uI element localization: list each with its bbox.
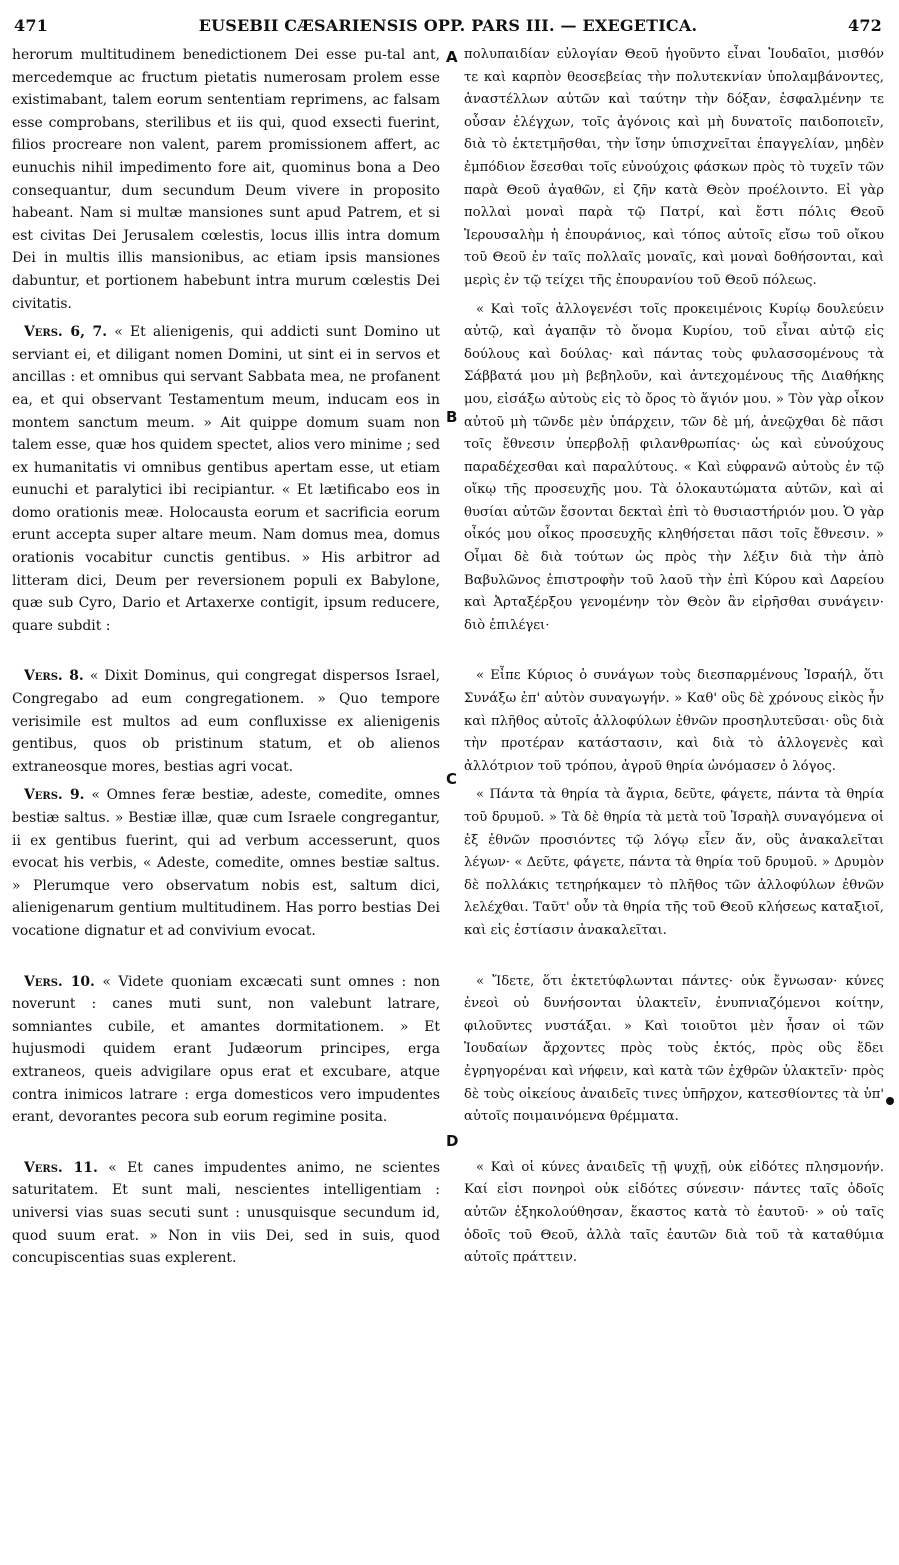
verse-text: « Et canes impudentes animo, ne scientes saturitatem. Et sunt mali, nescientes intelligentiam : universi vias suas secuti sunt : unusquisque secundum id, quod suum erat. » Non in viis Dei, sed in suis, quod concupiscentias suas explerent. [12,1159,440,1267]
latin-verse-9 [12,784,440,942]
page-number-right: 472 [848,16,882,35]
verse-text: « Et alienigenis, qui addicti sunt Domino ut serviant ei, et diligant nomen Domini, ut sint ei in servos et ancillas : et omnibus qui servant Sabbata mea, ne profanent ea, et qui observant Testamentum meum, inducam eos in montem sanctum meum. » Ait quippe domum suam non talem esse, quæ hos quidem spectet, alios vero minime ; sed ex humanitatis vi omnibus gentibus apertam esse, ut etiam eunuchi et paralytici ibi recipiantur. « Et lætificabo eos in domo orationis meæ. Holocausta eorum et sacrificia eorum erunt accepta super altare meum. Nam domus mea, domus orationis vocabitur cunctis gentibus. » His arbitror ad litteram dici, Deum per reversionem populi ex Babylone, quæ sub Cyro, Dario et Artaxerxe contigit, ipsum reducere, quare subdit : [12,324,440,634]
latin-column [12,44,440,1554]
latin-verse-8 [12,665,440,778]
verse-label: Vers. 11. [24,1159,98,1176]
greek-verse-6-7: « Καὶ τοῖς ἀλλογενέσι τοῖς προκειμένοις Κυρίῳ δουλεύειν αὐτῷ, καὶ ἀγαπᾷν τὸ ὄνομα Κυρίου, τοῦ εἶναι αὐτῷ εἰς δούλους καὶ δούλας· καὶ πάντας τοὺς φυλασσομένους τὰ Σάββατά μου μὴ βεβηλοῦν, καὶ ἀντεχομένους τῆς Διαθήκης μου, εἰσάξω αὐτοὺς εἰς τὸ ὄρος τὸ ἅγιόν μου. » Τὸν γὰρ οἶκον αὐτοῦ μὴ τῶνδε μὲν ὑπάρχειν, τῶν δὲ μή, ἀνεῷχθαι δὲ πᾶσι τοῖς ἔθνεσιν ὑπερβολῇ φιλανθρωπίας· ὡς καὶ εὐνούχους παραδέχεσθαι καὶ παραλύτους. « Καὶ εὐφρανῶ αὐτοὺς ἐν τῷ οἴκῳ τῆς προσευχῆς μου. Τὰ ὁλοκαυτώματα αὐτῶν, καὶ αἱ θυσίαι αὐτῶν ἔσονται δεκταὶ ἐπὶ τὸ θυσιαστήριόν μου. Ὁ γὰρ οἶκός μου οἶκος προσευχῆς κληθήσεται πᾶσι τοῖς ἔθνεσιν. » Οἶμαι δὲ διὰ τούτων ὡς πρὸς τὴν λέξιν διὰ τὴν ἀπὸ Βαβυλῶνος ἐπιστροφὴν τοῦ λαοῦ τὴν ἐπὶ Κύρου καὶ Δαρείου καὶ Ἀρταξέρξου γενομένην τὸν Θεὸν ἂν εἰρῆσθαι συνάγειν· διὸ ἐπιλέγει· [464,301,884,633]
greek-verse-11: « Καὶ οἱ κύνες ἀναιδεῖς τῇ ψυχῇ, οὐκ εἰδότες πλησμονήν. Καί εἰσι πονηροὶ οὐκ εἰδότες σύνεσιν· πάντες ταῖς ὁδοῖς αὐτῶν ἐξηκολούθησαν, ἕκαστος κατὰ τὸ ἑαυτοῦ· » οὐ ταῖς ὁδοῖς τοῦ Θεοῦ, ἀλλὰ ταῖς ἑαυτῶν διὰ τοῦ τὰ καταθύμια αὐτοῖς πράττειν. [464,1159,884,1266]
latin-paragraph: herorum multitudinem benedictionem Dei esse pu-tal ant, mercedemque ac fructum pietatis numerosam prolem esse existimabant, talem eorum sententiam reprimens, ac falsam esse comprobans, sterilibus et iis qui, quod exsecti fuerint, filios procreare non valent, parem promissionem affert, ac eunuchis nihil impedimento fore ait, quominus bona a Deo consequantur, dum secundum Deum vivere in proposito habeant. Nam si multæ mansiones sunt apud Patrem, et si est civitas Dei Jerusalem cœlestis, locus illis intra domum Dei in multis illis mansionibus, ac etiam ipsis mansiones dabuntur, et portionem habebunt intra murum cœlestis Dei civitatis. [12,47,440,312]
greek-paragraph: πολυπαιδίαν εὐλογίαν Θεοῦ ἡγοῦντο εἶναι Ἰουδαῖοι, μισθόν τε καὶ καρπὸν θεοσεβείας τὴν πολυτεκνίαν ὑπολαμβάνοντες, ἀναστέλλων αὐτῶν καὶ ταύτην τὴν δόξαν, ἐσφαλμένην τε οὖσαν ἐλέγχων, τοῖς ἀγόνοις καὶ μὴ δυνατοῖς παιδοποιεῖν, διὰ τὸ ἐκτετμῆσθαι, τὴν ἴσην ὑπισχνεῖται ἐπαγγελίαν, μηδὲν ἐμπόδιον ἔσεσθαι τοῖς εὐνούχοις φάσκων πρὸς τὸ τυχεῖν τῶν παρὰ Θεοῦ ἀγαθῶν, εἰ ζῆν κατὰ Θεὸν προέλοιντο. Εἰ γὰρ πολλαὶ μοναὶ παρὰ τῷ Πατρί, καὶ ἔστι πόλις Θεοῦ Ἱερουσαλὴμ ἡ ἐπουράνιος, καὶ τόπος αὐτοῖς εἴσω τοῦ οἴκου τοῦ Θεοῦ ἐν ταῖς πολλαῖς μοναῖς, καὶ μοναὶ δοθήσονται, καὶ μερὶς ἐν τῷ τείχει τῆς ἐπουρανίου τοῦ Θεοῦ πόλεως. [464,47,884,288]
running-header [14,10,882,40]
margin-letter-c: C [446,770,458,788]
latin-verse-10 [12,971,440,1129]
greek-column [464,44,884,1554]
verse-label: Vers. 9. [24,787,85,804]
verse-label: Vers. 10. [24,973,95,990]
margin-dot-mark [886,1097,894,1105]
page-number-left: 471 [14,16,48,35]
margin-letter-a: A [446,48,458,66]
greek-verse-10: « Ἴδετε, ὅτι ἐκτετύφλωνται πάντες· οὐκ ἔγνωσαν· κύνες ἐνεοὶ οὐ δυνήσονται ὑλακτεῖν, ἐνυπνιαζόμενοι κοίτην, φιλοῦντες νυστάξαι. » Καὶ τοιοῦτοι μὲν ἦσαν οἱ τῶν Ἰουδαίων ἄρχοντες πρὸς τοὺς ἐκτός, πρὸς οὓς ἔδει ἐγρηγορέναι καὶ νήφειν, καὶ κατὰ τῶν ἐχθρῶν ὑλακτεῖν· πρὸς δὲ τοὺς οἰκείους ἀναιδεῖς τινες ὑπῆρχον, κατεσθίοντες τὰ ὑπ' αὐτοῖς ποιμαινόμενα θρέμματα. [464,973,884,1125]
verse-label: Vers. 8. [24,668,84,685]
verse-text: « Omnes feræ bestiæ, adeste, comedite, omnes bestiæ saltus. » Bestiæ illæ, quæ cum Israele congregantur, ii ex gentibus fuerint, qui ad verbum accesserunt, quos evocat his verbis, « Adeste, comedite, omnes bestiæ saltus. » Plerumque vero observatum nobis est, saltum dici, alienigenarum gentium multitudinem. Has porro bestias Dei vocatione dignatur et ad convivium evocat. [12,787,440,939]
greek-verse-8: « Εἶπε Κύριος ὁ συνάγων τοὺς διεσπαρμένους Ἰσραήλ, ὅτι Συνάξω ἐπ' αὐτὸν συναγωγήν. » Καθ' οὓς δὲ χρόνους εἰκὸς ἦν καὶ πλῆθος αὐτοῖς ἀλλοφύλων ἐθνῶν προσηλυτεῦσαι· οὓς διὰ τὴν προτέραν κατάστασιν, καὶ διὰ τὸ ἀλλογενὲς καὶ ἀλλότριον τοῦ τρόπου, ἀγροῦ θηρία ὠνόμασεν ὁ λόγος. [464,668,884,774]
margin-letter-b: B [446,408,458,426]
verse-text: « Videte quoniam excæcati sunt omnes : non noverunt : canes muti sunt, non valebunt latrare, somniantes cubile, et amantes dormitationem. » Et hujusmodi quidem erant Judæorum principes, erga extraneos, queis advigilare opus erat et excubare, atque contra inimicos latrare : erga domesticos vero impudentes erant, devorantes pecora sub eorum regimine posita. [12,973,440,1126]
margin-letter-d: D [446,1132,459,1150]
latin-verse-6-7 [12,321,440,637]
greek-verse-9: « Πάντα τὰ θηρία τὰ ἄγρια, δεῦτε, φάγετε, πάντα τὰ θηρία τοῦ δρυμοῦ. » Τὰ δὲ θηρία τὰ μετὰ τοῦ Ἰσραὴλ συναγόμενα οἱ ἐξ ἐθνῶν προσιόντες τῷ λόγῳ εἶεν ἄν, οὓς ἀνακαλεῖται λέγων· « Δεῦτε, φάγετε, πάντα τὰ θηρία τοῦ δρυμοῦ. » Δρυμὸν δὲ πολλάκις τετηρήκαμεν τὸ πλῆθος τῶν ἀλλοφύλων ἐθνῶν λελέχθαι. Ταῦτ' οὖν τὰ θηρία τῆς τοῦ Θεοῦ κλήσεως καταξιοῖ, καὶ εἰς ἑστίασιν ἀνακαλεῖται. [464,787,884,938]
running-title: EUSEBII CÆSARIENSIS OPP. PARS III. — EXEGETICA. [198,16,698,35]
verse-label: Vers. 6, 7. [24,324,108,341]
verse-text: « Dixit Dominus, qui congregat dispersos Israel, Congregabo ad eum congregationem. » Quo tempore verisimile est multos ad eum confluxisse ex alienigenis gentibus, quos ob pristinum statum, et ob alienos extraneosque mores, bestias agri vocat. [12,668,440,775]
latin-verse-11 [12,1157,440,1270]
